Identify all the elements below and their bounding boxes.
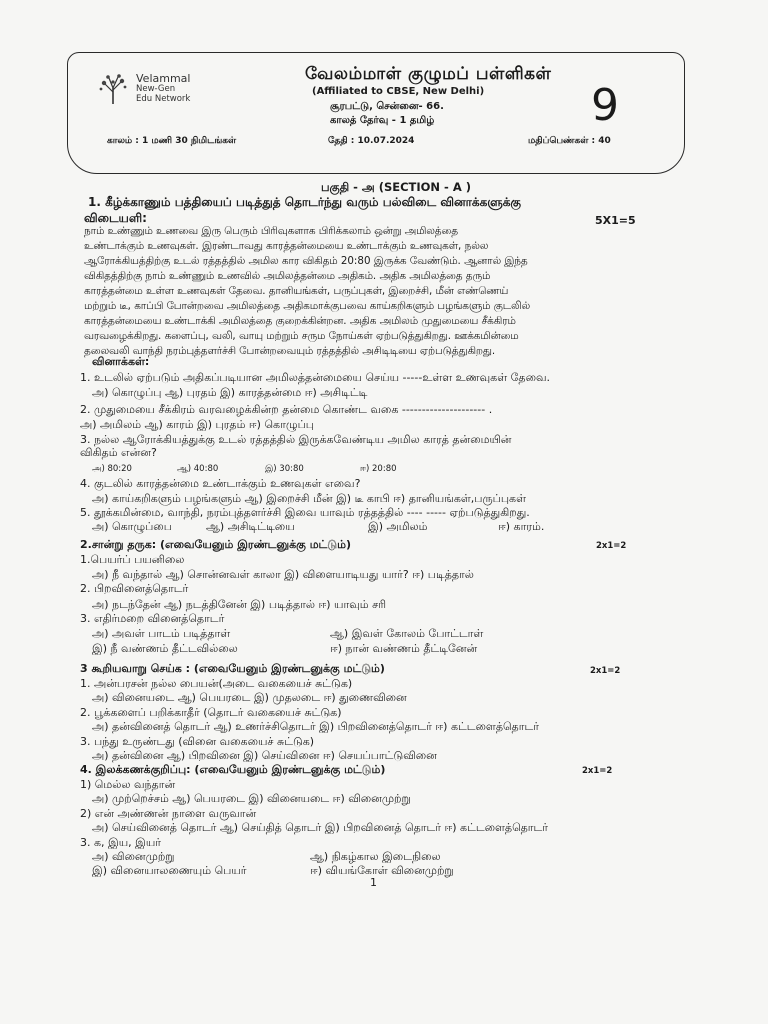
q1-heading: 1. கீழ்க்காணும் பத்தியைப் படித்துத் தொடர்ந்து வரும் பல்விடை வினாக்களுக்கு xyxy=(88,195,521,209)
options-2: அ) அமிலம் ஆ) காரம் இ) புரதம் ஈ) கொழுப்பு xyxy=(80,418,314,431)
option: ஆ) அசிடிட்டியை xyxy=(206,520,295,533)
q3-marks: 2x1=2 xyxy=(590,666,621,676)
q4-marks: 2x1=2 xyxy=(582,766,613,776)
logo-line-2: New-Gen xyxy=(136,84,176,94)
option: இ) அமிலம் xyxy=(368,520,428,533)
q2-heading: 2.சான்று தருக: (எவையேனும் இரண்டனுக்கு மட்டும்) xyxy=(80,538,351,551)
option: ஆ) நிகழ்கால இடைநிலை xyxy=(310,850,441,863)
passage-line: உண்டாக்கும் உணவுகள். இரண்டாவது காரத்தன்மையை உண்டாக்கும் உணவுகள், நல்ல xyxy=(84,240,489,252)
q4-sub-2: 2) என் அண்ணன் நாளை வருவான் xyxy=(80,807,257,820)
q3-options-3: அ) தன்வினை ஆ) பிறவினை இ) செய்வினை ஈ) செயப்பாட்டுவினை xyxy=(92,749,437,762)
affiliation: (Affiliated to CBSE, New Delhi) xyxy=(312,86,485,97)
option: ஈ) 20:80 xyxy=(360,464,397,474)
passage-line: நாம் உண்ணும் உணவை இரு பெரும் பிரிவுகளாக பிரிக்கலாம் ஒன்று அமிலத்தை xyxy=(84,225,458,237)
q2-sub-3: 3. எதிர்மறை வினைத்தொடர் xyxy=(80,612,225,625)
option: ஈ) காரம். xyxy=(498,520,545,533)
option: இ) நீ வண்ணம் தீட்டவில்லை xyxy=(92,642,238,655)
q4-options-2: அ) செய்வினைத் தொடர் ஆ) செய்தித் தொடர் இ) பிறவினைத் தொடர் ஈ) கட்டளைத்தொடர் xyxy=(92,821,549,834)
question-3-cont: விகிதம் என்ன? xyxy=(80,446,157,459)
q1-heading-cont: விடையளி: xyxy=(84,211,147,225)
question-1: 1. உடலில் ஏற்படும் அதிகப்படியான அமிலத்தன்மையை செய்ய -----உள்ள உணவுகள் தேவை. xyxy=(80,371,551,384)
section-title: பகுதி - அ (SECTION - A ) xyxy=(321,180,471,194)
passage xyxy=(84,224,684,359)
logo-text xyxy=(136,74,190,104)
option: ஆ) 40:80 xyxy=(177,464,219,474)
q3-sub-3: 3. பந்து உருண்டது (வினை வகையைச் சுட்டுக) xyxy=(80,735,315,748)
q3-sub-2: 2. பூக்களைப் பறிக்காதீர் (தொடர் வகையைச் சுட்டுக) xyxy=(80,706,342,719)
max-marks: மதிப்பெண்கள் : 40 xyxy=(528,136,611,146)
exam-date: தேதி : 10.07.2024 xyxy=(328,136,415,146)
place: சூரபட்டு, சென்னை- 66. xyxy=(330,101,444,112)
q4-heading: 4. இலக்கணக்குறிப்பு: (எவையேனும் இரண்டனுக்கு மட்டும்) xyxy=(80,763,386,776)
option: அ) 80:20 xyxy=(92,464,132,474)
question-4: 4. குடலில் காரத்தன்மை உண்டாக்கும் உணவுகள் எவை? xyxy=(80,477,361,490)
option: இ) 30:80 xyxy=(265,464,304,474)
passage-line: காரத்தன்மை உள்ள உணவுகள் தேவை. தானியங்கள், பருப்புகள், இறைச்சி, மீன் எண்ணெய் xyxy=(84,285,509,297)
q4-sub-3: 3. க, இய, இயர் xyxy=(80,836,162,849)
passage-line: தலைவலி வாந்தி நரம்புத்தளர்ச்சி போன்றவையும் ரத்தத்தில் அசிடிடியை ஏற்படுத்துகிறது. xyxy=(84,345,496,357)
option: ஈ) நான் வண்ணம் தீட்டினேன் xyxy=(330,642,478,655)
option: அ) கொழுப்பை xyxy=(92,520,172,533)
q4-sub-1: 1) மெல்ல வந்தான் xyxy=(80,778,176,791)
passage-line: விகிதத்திற்கு நாம் உண்ணும் உணவில் அமிலத்தன்மை அதிகம். அதிக அமிலத்தை தரும் xyxy=(84,270,491,282)
question-5: 5. தூக்கமின்மை, வாந்தி, நரம்புத்தளர்ச்சி இவை யாவும் ரத்தத்தில் ---- ----- ஏற்படுத்துகிறது. xyxy=(80,506,530,519)
q3-options-1: அ) வினையடை ஆ) பெயரடை இ) முதலடை ஈ) துணைவினை xyxy=(92,691,407,704)
questions-label: வினாக்கள்: xyxy=(92,355,150,368)
passage-line: வரவழைக்கிறது. களைப்பு, வலி, வாயு மற்றும் சரும நோய்கள் ஏற்படுத்துகிறது. ஊக்கமின்மை xyxy=(84,330,519,342)
q2-options-2: அ) நடந்தேன் ஆ) நடத்தினேன் இ) படித்தால் ஈ) யாவும் சரி xyxy=(92,598,387,611)
passage-line: காரத்தன்மையை உண்டாக்கி அமிலத்தை குறைக்கின்றன. அதிக அமிலம் முதுமையை சீக்கிரம் xyxy=(84,315,516,327)
options-1: அ) கொழுப்பு ஆ) புரதம் இ) காரத்தன்மை ஈ) அசிடிட்டி xyxy=(92,386,368,399)
question-3: 3. நல்ல ஆரோக்கியத்துக்கு உடல் ரத்தத்தில் இருக்கவேண்டிய அமில காரத் தன்மையின் xyxy=(80,433,512,446)
tree-logo-icon xyxy=(96,72,130,106)
q1-marks: 5X1=5 xyxy=(595,214,636,227)
option: ஆ) இவள் கோலம் போட்டாள் xyxy=(330,627,484,640)
q4-options-1: அ) முற்றெச்சம் ஆ) பெயரடை இ) வினையடை ஈ) வினைமுற்று xyxy=(92,792,411,805)
option: ஈ) வியங்கோள் வினைமுற்று xyxy=(310,864,454,877)
passage-line: மற்றும் டீ, காப்பி போன்றவை அமிலத்தை அதிகமாக்குபவை காய்கறிகளும் பழங்களும் குடலில் xyxy=(84,300,530,312)
option: அ) அவள் பாடம் படித்தாள் xyxy=(92,627,231,640)
q3-sub-1: 1. அன்பரசன் நல்ல பையன்(அடை வகையைச் சுட்டுக) xyxy=(80,677,353,690)
logo-line-1: Velammal xyxy=(136,72,191,85)
logo-line-3: Edu Network xyxy=(136,94,191,104)
option: இ) வினையாலணையும் பெயர் xyxy=(92,864,247,877)
q3-heading: 3 கூறியவாறு செய்க : (எவையேனும் இரண்டனுக்கு மட்டும்) xyxy=(80,662,385,675)
grade-number: 9 xyxy=(591,80,619,131)
option: அ) வினைமுற்று xyxy=(92,850,175,863)
school-name: வேலம்மாள் குழுமப் பள்ளிகள் xyxy=(305,64,552,84)
q3-options-2: அ) தன்வினைத் தொடர் ஆ) உணர்ச்சிதொடர் இ) பிறவினைத்தொடர் ஈ) கட்டளைத்தொடர் xyxy=(92,720,539,733)
q2-marks: 2x1=2 xyxy=(596,541,627,551)
q2-options-1: அ) நீ வந்தால் ஆ) சொன்னவள் காலா இ) விளையாடியது யார்? ஈ) படித்தால் xyxy=(92,568,474,581)
passage-line: ஆரோக்கியத்திற்கு உடல் ரத்தத்தில் அமில கார விகிதம் 20:80 இருக்க வேண்டும். ஆனால் இந்த xyxy=(84,255,528,267)
q2-sub-2: 2. பிறவினைத்தொடர் xyxy=(80,582,189,595)
question-2: 2. முதுமையை சீக்கிரம் வரவழைக்கின்ற தன்மை கொண்ட வகை --------------------- . xyxy=(80,403,493,416)
options-4: அ) காய்கறிகளும் பழங்களும் ஆ) இறைச்சி மீன் இ) டீ காபி ஈ) தானியங்கள்,பருப்புகள் xyxy=(92,492,527,505)
exam-name: காலத் தேர்வு - 1 தமிழ் xyxy=(330,115,435,126)
page-number: 1 xyxy=(370,876,377,889)
q2-sub-1: 1.பெயர்ப் பயனிலை xyxy=(80,553,185,566)
duration: காலம் : 1 மணி 30 நிமிடங்கள் xyxy=(107,136,237,146)
